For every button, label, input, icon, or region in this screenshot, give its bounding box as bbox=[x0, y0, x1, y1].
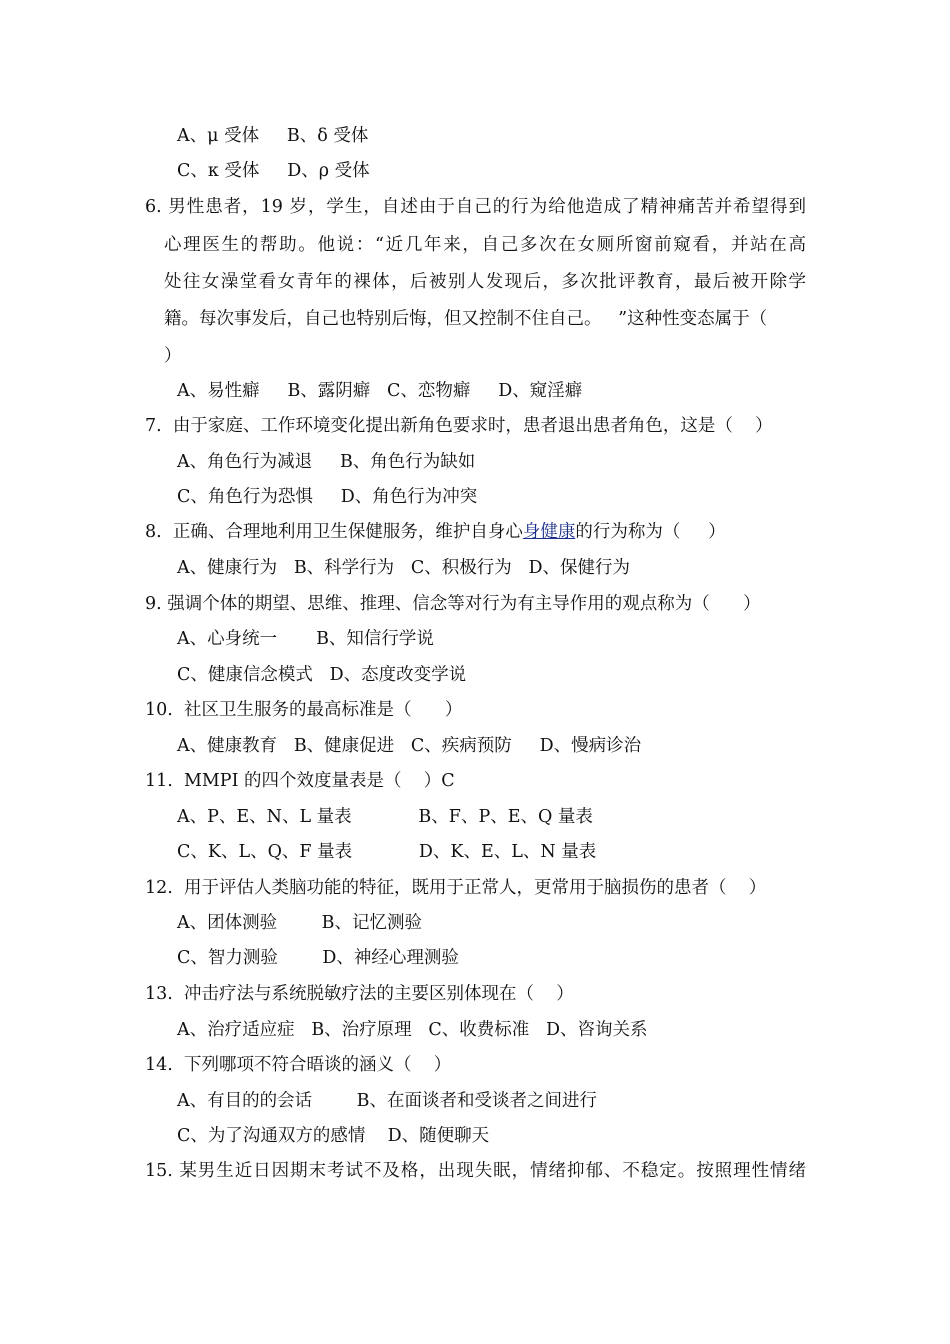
q5-options-line-1: A、μ 受体 B、δ 受体 bbox=[177, 126, 369, 146]
q6-text-line-4: 籍。每次事发后，自己也特别后悔，但又控制不住自己。 ”这种性变态属于（ bbox=[164, 309, 768, 329]
q12-options-line-2: C、智力测验 D、神经心理测验 bbox=[177, 948, 459, 968]
q8-text-after: 的行为称为（ ） bbox=[575, 522, 726, 542]
q9-options-line-1: A、心身统一 B、知信行学说 bbox=[177, 629, 434, 649]
q13-text: 13. 冲击疗法与系统脱敏疗法的主要区别体现在（ ） bbox=[145, 984, 574, 1004]
q5-options-line-2: C、κ 受体 D、ρ 受体 bbox=[177, 161, 370, 181]
q11-options-line-2: C、K、L、Q、F 量表 D、K、E、L、N 量表 bbox=[177, 842, 597, 862]
q15-text: 15. 某男生近日因期末考试不及格，出现失眠，情绪抑郁、不稳定。按照理性情绪 bbox=[145, 1161, 806, 1181]
q8-options: A、健康行为 B、科学行为 C、积极行为 D、保健行为 bbox=[177, 558, 630, 578]
q6-text-line-1: 6. 男性患者，19 岁，学生，自述由于自己的行为给他造成了精神痛苦并希望得到 bbox=[145, 197, 806, 217]
q13-options: A、治疗适应症 B、治疗原理 C、收费标准 D、咨询关系 bbox=[177, 1020, 648, 1040]
q9-options-line-2: C、健康信念模式 D、态度改变学说 bbox=[177, 665, 467, 685]
q8-text bbox=[145, 520, 726, 544]
q14-options-line-2: C、为了沟通双方的感情 D、随便聊天 bbox=[177, 1126, 490, 1146]
q6-text-line-2: 心理医生的帮助。他说：“近几年来，自己多次在女厕所窗前窥看，并站在高 bbox=[164, 235, 806, 255]
q11-text: 11. MMPI 的四个效度量表是（ ）C bbox=[145, 771, 455, 791]
q12-text: 12. 用于评估人类脑功能的特征，既用于正常人，更常用于脑损伤的患者（ ） bbox=[145, 878, 767, 898]
q11-options-line-1: A、P、E、N、L 量表 B、F、P、E、Q 量表 bbox=[177, 807, 593, 827]
q9-text: 9. 强调个体的期望、思维、推理、信念等对行为有主导作用的观点称为（ ） bbox=[145, 594, 761, 614]
q7-text: 7. 由于家庭、工作环境变化提出新角色要求时，患者退出患者角色，这是（ ） bbox=[145, 416, 773, 436]
q10-options: A、健康教育 B、健康促进 C、疾病预防 D、慢病诊治 bbox=[177, 736, 642, 756]
q10-text: 10. 社区卫生服务的最高标准是（ ） bbox=[145, 700, 463, 720]
q7-options-line-2: C、角色行为恐惧 D、角色行为冲突 bbox=[177, 487, 478, 507]
q6-options: A、易性癖 B、露阴癖 C、恋物癖 D、窥淫癖 bbox=[177, 381, 583, 401]
q6-text-line-5: ） bbox=[164, 346, 182, 366]
body-health-link[interactable]: 身健康 bbox=[522, 522, 576, 542]
q14-text: 14. 下列哪项不符合晤谈的涵义（ ） bbox=[145, 1055, 452, 1075]
q8-text-before: 8. 正确、合理地利用卫生保健服务，维护自身心 bbox=[145, 522, 523, 542]
q7-options-line-1: A、角色行为减退 B、角色行为缺如 bbox=[177, 452, 476, 472]
q12-options-line-1: A、团体测验 B、记忆测验 bbox=[177, 913, 422, 933]
q14-options-line-1: A、有目的的会话 B、在面谈者和受谈者之间进行 bbox=[177, 1091, 597, 1111]
q6-text-line-3: 处往女澡堂看女青年的裸体，后被别人发现后，多次批评教育，最后被开除学 bbox=[164, 272, 806, 292]
